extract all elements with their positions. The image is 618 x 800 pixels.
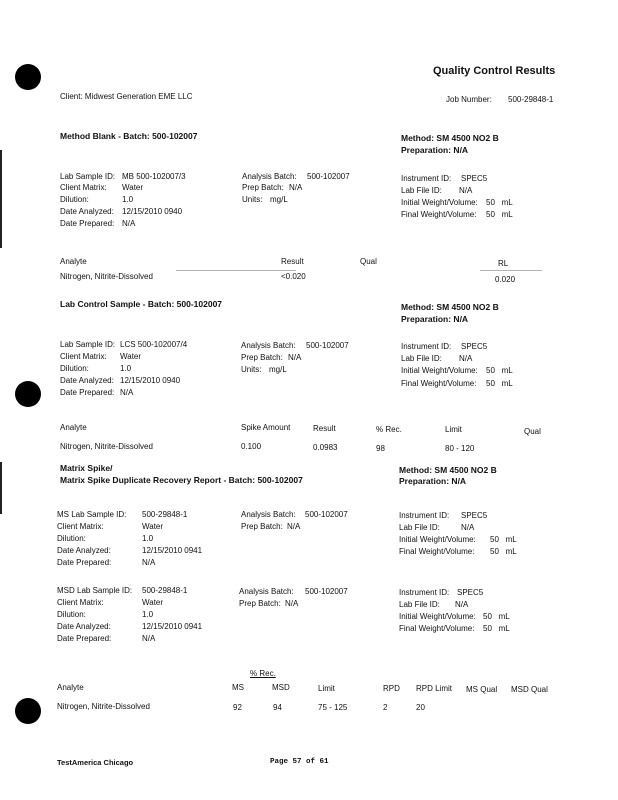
value-dilution: 1.0 [142,534,154,543]
row-result: 0.0983 [313,443,338,452]
col-rec: % Rec. [376,425,402,434]
label-date-analyzed: Date Analyzed: [60,207,114,216]
label-prep-batch: Prep Batch: [241,353,283,362]
value-instrument-id: SPEC5 [461,511,488,520]
value-date-analyzed: 12/15/2010 0940 [120,376,181,385]
value-dilution: 1.0 [120,364,132,373]
label-dilution: Dilution: [60,364,89,373]
rec-group-label: % Rec. [250,669,276,678]
label-lab-file-id: Lab File ID: [401,354,442,363]
value-date-analyzed: 12/15/2010 0941 [142,622,203,631]
value-date-prepared: N/A [120,388,134,397]
report-title: Quality Control Results [433,65,556,77]
label-date-prepared: Date Prepared: [60,388,115,397]
value-final-volume: 50 mL [490,547,517,556]
col-ms: MS [232,683,244,692]
label-final-volume: Final Weight/Volume: [401,210,477,219]
preparation: Preparation: N/A [401,145,469,155]
value-date-analyzed: 12/15/2010 0941 [142,546,203,555]
col-result: Result [313,424,336,433]
value-date-analyzed: 12/15/2010 0940 [122,207,183,216]
value-date-prepared: N/A [142,558,156,567]
col-analyte: Analyte [60,423,87,432]
value-instrument-id: SPEC5 [461,174,488,183]
row-limit: 75 - 125 [318,703,348,712]
label-analysis-batch: Analysis Batch: [242,172,297,181]
label-analysis-batch: Analysis Batch: [241,510,296,519]
row-rpd-limit: 20 [416,703,425,712]
section-heading-line2: Matrix Spike Duplicate Recovery Report - Batch: 500-102007 [60,475,303,485]
footer-page-number: Page 57 of 61 [270,758,329,766]
preparation: Preparation: N/A [399,476,467,486]
value-dilution: 1.0 [122,195,134,204]
col-spike-amount: Spike Amount [241,423,291,432]
footer-lab-name: TestAmerica Chicago [57,758,134,767]
preparation: Preparation: N/A [401,314,469,324]
label-prep-batch: Prep Batch: [241,522,283,531]
label-date-prepared: Date Prepared: [60,219,115,228]
label-prep-batch: Prep Batch: [242,183,284,192]
row-analyte: Nitrogen, Nitrite-Dissolved [60,442,153,451]
col-rpd-limit: RPD Limit [416,684,453,693]
row-rec: 98 [376,444,385,453]
value-client-matrix: Water [120,352,142,361]
label-date-analyzed: Date Analyzed: [60,376,114,385]
value-lab-sample-id: MB 500-102007/3 [122,172,186,181]
section-heading-line1: Matrix Spike/ [60,463,113,473]
col-limit: Limit [318,684,335,693]
value-initial-volume: 50 mL [486,366,513,375]
value-analysis-batch: 500-102007 [305,510,348,519]
row-analyte: Nitrogen, Nitrite-Dissolved [60,272,153,281]
label-initial-volume: Initial Weight/Volume: [399,535,476,544]
method-name: Method: SM 4500 NO2 B [401,133,499,143]
label-prep-batch: Prep Batch: [239,599,281,608]
job-number-label: Job Number: [446,95,492,104]
label-date-prepared: Date Prepared: [57,634,112,643]
value-instrument-id: SPEC5 [457,588,484,597]
value-analysis-batch: 500-102007 [305,587,348,596]
label-date-prepared: Date Prepared: [57,558,112,567]
label-instrument-id: Instrument ID: [401,342,452,351]
label-final-volume: Final Weight/Volume: [399,624,475,633]
value-lab-file-id: N/A [461,523,475,532]
method-name: Method: SM 4500 NO2 B [401,302,499,312]
col-result: Result [281,257,304,266]
col-analyte: Analyte [60,257,87,266]
method-name: Method: SM 4500 NO2 B [399,465,497,475]
col-rpd: RPD [383,684,400,693]
value-client-matrix: Water [142,598,164,607]
value-prep-batch: N/A [287,522,301,531]
label-initial-volume: Initial Weight/Volume: [401,198,478,207]
binder-hole-top [15,64,41,90]
value-prep-batch: N/A [285,599,299,608]
value-date-prepared: N/A [122,219,136,228]
label-date-analyzed: Date Analyzed: [57,546,111,555]
col-qual: Qual [360,257,377,266]
row-ms: 92 [233,703,242,712]
scan-smudge [176,270,296,271]
section-heading: Lab Control Sample - Batch: 500-102007 [60,299,223,309]
value-initial-volume: 50 mL [486,198,513,207]
row-msd: 94 [273,703,282,712]
value-analysis-batch: 500-102007 [307,172,350,181]
label-dilution: Dilution: [57,534,86,543]
value-lab-file-id: N/A [459,186,473,195]
value-final-volume: 50 mL [483,624,510,633]
label-lab-file-id: Lab File ID: [401,186,442,195]
value-dilution: 1.0 [142,610,154,619]
col-msd: MSD [272,683,290,692]
row-rl: 0.020 [495,275,516,284]
value-lab-sample-id: LCS 500-102007/4 [120,340,188,349]
col-ms-qual: MS Qual [466,685,498,694]
value-lab-file-id: N/A [455,600,469,609]
label-lab-file-id: Lab File ID: [399,523,440,532]
label-lab-sample-id: Lab Sample ID: [60,172,116,181]
row-limit: 80 - 120 [445,444,475,453]
binder-hole-bottom [15,698,41,724]
label-dilution: Dilution: [60,195,89,204]
label-client-matrix: Client Matrix: [57,598,104,607]
col-limit: Limit [445,425,462,434]
label-units: Units: [242,195,263,204]
value-initial-volume: 50 mL [483,612,510,621]
label-lab-sample-id: Lab Sample ID: [60,340,116,349]
value-date-prepared: N/A [142,634,156,643]
label-analysis-batch: Analysis Batch: [241,341,296,350]
value-ms-lab-sample-id: 500-29848-1 [142,510,188,519]
value-client-matrix: Water [142,522,164,531]
label-final-volume: Final Weight/Volume: [401,379,477,388]
label-units: Units: [241,365,262,374]
scan-edge-line [0,150,2,248]
col-qual: Qual [524,427,541,436]
label-instrument-id: Instrument ID: [399,511,450,520]
row-result: <0.020 [281,272,306,281]
label-client-matrix: Client Matrix: [57,522,104,531]
value-final-volume: 50 mL [486,210,513,219]
row-spike-amount: 0.100 [241,442,262,451]
value-instrument-id: SPEC5 [461,342,488,351]
col-msd-qual: MSD Qual [511,685,548,694]
label-ms-lab-sample-id: MS Lab Sample ID: [57,510,127,519]
row-rpd: 2 [383,703,388,712]
scan-smudge [480,270,542,271]
value-lab-file-id: N/A [459,354,473,363]
label-dilution: Dilution: [57,610,86,619]
label-lab-file-id: Lab File ID: [399,600,440,609]
value-prep-batch: N/A [289,183,303,192]
value-client-matrix: Water [122,183,144,192]
label-analysis-batch: Analysis Batch: [239,587,294,596]
value-prep-batch: N/A [288,353,302,362]
value-initial-volume: 50 mL [490,535,517,544]
col-analyte: Analyte [57,683,84,692]
label-client-matrix: Client Matrix: [60,183,107,192]
value-analysis-batch: 500-102007 [306,341,349,350]
label-instrument-id: Instrument ID: [399,588,450,597]
label-msd-lab-sample-id: MSD Lab Sample ID: [57,586,133,595]
label-final-volume: Final Weight/Volume: [399,547,475,556]
label-initial-volume: Initial Weight/Volume: [401,366,478,375]
label-date-analyzed: Date Analyzed: [57,622,111,631]
label-client-matrix: Client Matrix: [60,352,107,361]
job-number: 500-29848-1 [508,95,554,104]
value-units: mg/L [270,195,288,204]
section-heading: Method Blank - Batch: 500-102007 [60,131,198,141]
binder-hole-middle [15,381,41,407]
scan-edge-line [0,462,2,514]
col-rl: RL [498,259,509,268]
label-instrument-id: Instrument ID: [401,174,452,183]
label-initial-volume: Initial Weight/Volume: [399,612,476,621]
value-msd-lab-sample-id: 500-29848-1 [142,586,188,595]
value-units: mg/L [269,365,287,374]
value-final-volume: 50 mL [486,379,513,388]
row-analyte: Nitrogen, Nitrite-Dissolved [57,702,150,711]
client-name: Client: Midwest Generation EME LLC [60,92,193,101]
